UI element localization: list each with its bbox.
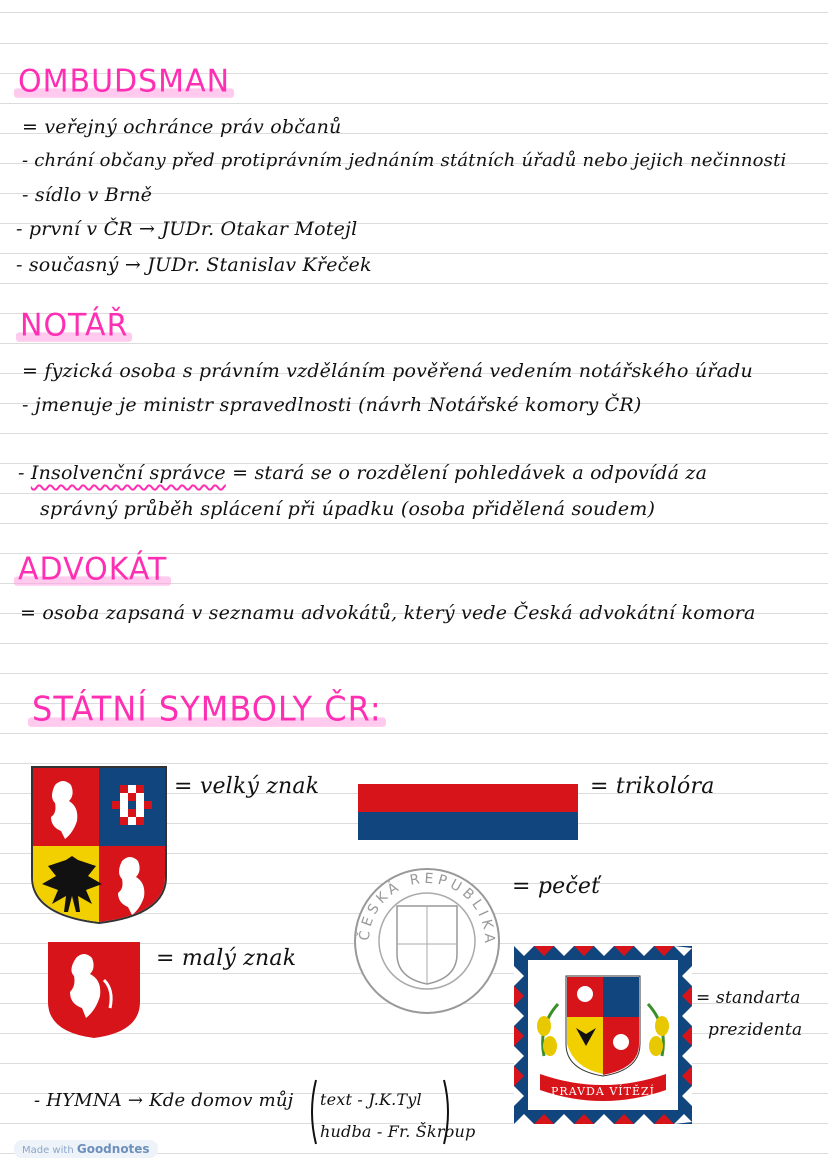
heading-advokat: ADVOKÁT xyxy=(18,551,167,588)
hymna-music-author: hudba - Fr. Škroup xyxy=(320,1122,476,1141)
state-seal-icon xyxy=(352,866,502,1016)
ombudsman-line-4: - první v ČR → JUDr. Otakar Motejl xyxy=(16,218,358,240)
goodnotes-watermark: Made with Goodnotes xyxy=(14,1140,158,1158)
heading-ombudsman: OMBUDSMAN xyxy=(18,63,230,100)
notar-line-1: = fyzická osoba s právním vzděláním pověřená vedením notářského úřadu xyxy=(22,360,753,382)
ombudsman-line-5: - současný → JUDr. Stanislav Křeček xyxy=(16,254,372,276)
label-pecet: = pečeť xyxy=(512,874,601,899)
czech-tricolour-icon xyxy=(358,784,578,840)
insolvence-line-2: správný průběh splácení při úpadku (osoba přidělená soudem) xyxy=(40,498,656,520)
hymna-line: - HYMNA → Kde domov můj xyxy=(34,1090,294,1111)
heading-notar: NOTÁŘ xyxy=(20,307,128,344)
insolvence-line-1: - Insolvenční správce = stará se o rozdělení pohledávek a odpovídá za xyxy=(18,462,708,484)
insolvence-definition: = stará se o rozdělení pohledávek a odpovídá za xyxy=(232,462,708,484)
label-velky-znak: = velký znak xyxy=(174,774,320,799)
ombudsman-line-1: = veřejný ochránce práv občanů xyxy=(22,116,342,138)
insolvence-term: Insolvenční správce xyxy=(30,462,226,484)
small-coat-of-arms-icon xyxy=(46,940,142,1040)
label-prezidenta: prezidenta xyxy=(708,1020,803,1040)
advokat-line-1: = osoba zapsaná v seznamu advokátů, který vede Česká advokátní komora xyxy=(20,602,756,624)
seal-inscription: ČESKÁ REPUBLIKA xyxy=(356,870,498,948)
heading-statni-symboly: STÁTNÍ SYMBOLY ČR: xyxy=(32,689,382,729)
hymna-text-author: text - J.K.Tyl xyxy=(320,1090,422,1109)
large-coat-of-arms-icon xyxy=(30,765,168,925)
presidential-standard-icon xyxy=(514,946,692,1124)
label-standarta: = standarta xyxy=(696,988,801,1008)
ombudsman-line-3: - sídlo v Brně xyxy=(22,184,153,206)
notar-line-2: - jmenuje je ministr spravedlnosti (návrh Notářské komory ČR) xyxy=(22,394,642,416)
label-trikolora: = trikolóra xyxy=(590,774,715,799)
standard-motto: PRAVDA VÍTĚZÍ xyxy=(551,1085,655,1098)
ombudsman-line-2: - chrání občany před protiprávním jednáním státních úřadů nebo jejich nečinnosti xyxy=(22,150,787,171)
label-maly-znak: = malý znak xyxy=(156,946,297,971)
